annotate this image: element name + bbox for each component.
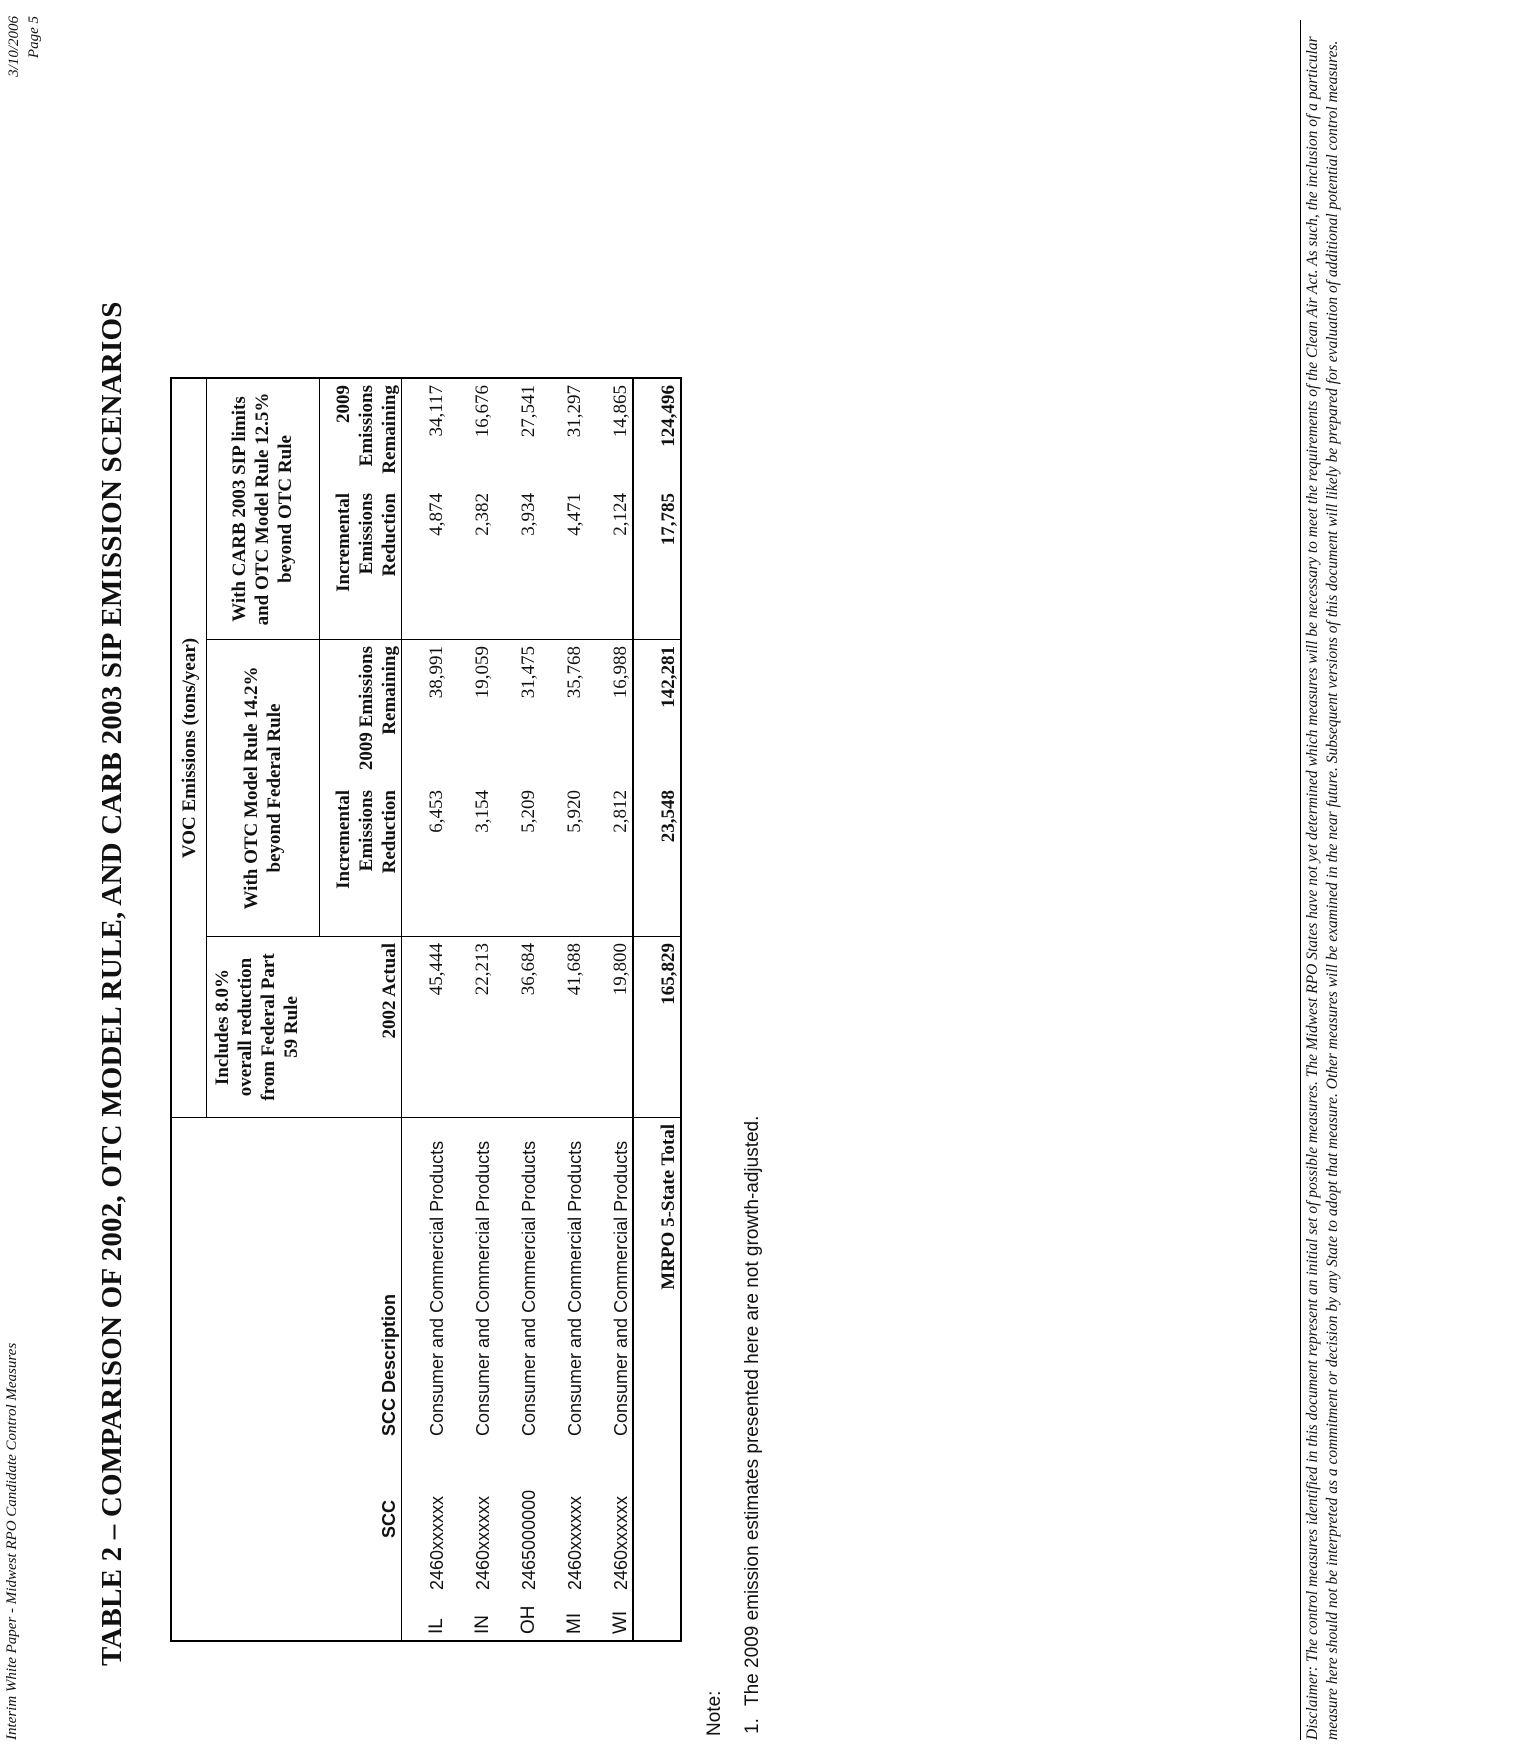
carb-reduction-cell: 3,934 <box>518 493 539 536</box>
otc-reduction-cell: 5,920 <box>564 790 585 833</box>
otc-reduction-cell: 2,812 <box>610 790 631 833</box>
emissions-table <box>170 377 682 1642</box>
table-row <box>448 378 494 1641</box>
carb-reduction-cell: 2,382 <box>472 493 493 536</box>
total-otc-reduction: 23,548 <box>633 784 681 937</box>
desc-cell: Consumer and Commercial Products <box>586 1118 633 1443</box>
carb-reduction-cell: 4,471 <box>564 493 585 536</box>
scc-cell: 2460xxxxxx <box>565 1495 585 1590</box>
table-title: TABLE 2 – COMPARISON OF 2002, OTC MODEL RULE, AND CARB 2003 SIP EMISSION SCENARIOS <box>96 301 128 1666</box>
desc-cell: Consumer and Commercial Products <box>402 1118 449 1443</box>
col-carb-remaining-header: 2009 Emissions Remaining <box>333 385 400 474</box>
table-row <box>402 378 449 1641</box>
otc-reduction-cell: 3,154 <box>472 790 493 833</box>
state-cell: OH <box>518 1605 539 1634</box>
total-carb-remaining: 124,496 <box>633 378 681 487</box>
otc-remaining-cell: 31,475 <box>494 640 540 785</box>
col-2002-header: 2002 Actual <box>319 937 402 1118</box>
col-otc-remaining-header: 2009 Emissions Remaining <box>319 640 402 785</box>
actual-cell: 45,444 <box>402 937 449 1118</box>
total-actual: 165,829 <box>633 937 681 1118</box>
table-row <box>494 378 540 1641</box>
total-row <box>633 378 681 1641</box>
carb-remaining-cell: 31,297 <box>564 385 585 438</box>
running-header: Interim White Paper - Midwest RPO Candidate Control Measures <box>4 1342 20 1740</box>
group-header: VOC Emissions (tons/year) <box>171 378 207 1118</box>
header-page-number: Page 5 <box>26 16 42 59</box>
header-row-columns <box>319 378 402 1641</box>
state-cell: IN <box>472 1615 493 1634</box>
col-desc-header: SCC Description <box>319 1118 402 1443</box>
desc-cell: Consumer and Commercial Products <box>448 1118 494 1443</box>
carb-remaining-cell: 34,117 <box>402 378 449 487</box>
scc-cell: 2460xxxxxx <box>611 1495 631 1590</box>
page-info <box>4 16 44 77</box>
otc-remaining-cell: 16,988 <box>586 640 633 785</box>
carb-remaining-cell: 14,865 <box>610 385 631 438</box>
carb-scenario-header: With CARB 2003 SIP limits and OTC Model Rule 12.5% beyond OTC Rule <box>207 378 320 640</box>
carb-remaining-cell: 16,676 <box>472 385 493 438</box>
disclaimer: Disclaimer: The control measures identified in this document represent an initial set of possible measures. The Midwest RPO States have not yet determined which measures will be necessary to meet the requirements of the Clean Air Act. As such, the inclusion of a particular measure here should not be interpreted as a commitment or decision by any State to adopt that measure. Other measures will be examined in the near future. Subsequent versions of this document will likely be prepared for evaluation of additional potential control measures. <box>1300 20 1343 1740</box>
state-cell: MI <box>564 1612 585 1634</box>
scc-cell: 2460xxxxxx <box>402 1442 449 1596</box>
otc-remaining-cell: 38,991 <box>402 640 449 785</box>
header-date: 3/10/2006 <box>6 16 22 77</box>
col-otc-reduction-header: Incremental Emissions Reduction <box>333 790 400 889</box>
carb-reduction-cell: 2,124 <box>610 493 631 536</box>
otc-remaining-cell: 19,059 <box>448 640 494 785</box>
note-2002-header: Includes 8.0% overall reduction from Federal Part 59 Rule <box>207 937 320 1118</box>
otc-scenario-header: With OTC Model Rule 14.2% beyond Federal Rule <box>207 640 320 937</box>
col-scc-header: SCC <box>379 1500 399 1539</box>
state-cell: WI <box>610 1610 631 1634</box>
actual-cell: 19,800 <box>586 937 633 1118</box>
carb-reduction-cell: 4,874 <box>402 487 449 640</box>
note-item <box>742 1116 764 1734</box>
scc-cell: 2460xxxxxx <box>473 1495 493 1590</box>
otc-reduction-cell: 5,209 <box>518 790 539 833</box>
desc-cell: Consumer and Commercial Products <box>540 1118 586 1443</box>
carb-remaining-cell: 27,541 <box>518 385 539 438</box>
actual-cell: 22,213 <box>448 937 494 1118</box>
note-text: The 2009 emission estimates presented here are not growth-adjusted. <box>742 1115 763 1706</box>
total-otc-remaining: 142,281 <box>633 640 681 785</box>
table-row <box>586 378 633 1641</box>
desc-cell: Consumer and Commercial Products <box>494 1118 540 1443</box>
otc-remaining-cell: 35,768 <box>540 640 586 785</box>
actual-cell: 41,688 <box>540 937 586 1118</box>
otc-reduction-cell: 6,453 <box>402 784 449 937</box>
scc-cell: 2465000000 <box>519 1489 539 1590</box>
actual-cell: 36,684 <box>494 937 540 1118</box>
total-label: MRPO 5-State Total <box>633 1118 681 1642</box>
state-cell: IL <box>402 1596 449 1641</box>
header-row-group <box>171 378 207 1641</box>
note-label: Note: <box>704 1690 725 1736</box>
table-row <box>540 378 586 1641</box>
col-carb-reduction-header: Incremental Emissions Reduction <box>333 493 400 592</box>
total-carb-reduction: 17,785 <box>633 487 681 640</box>
note-number: 1. <box>742 1718 763 1734</box>
